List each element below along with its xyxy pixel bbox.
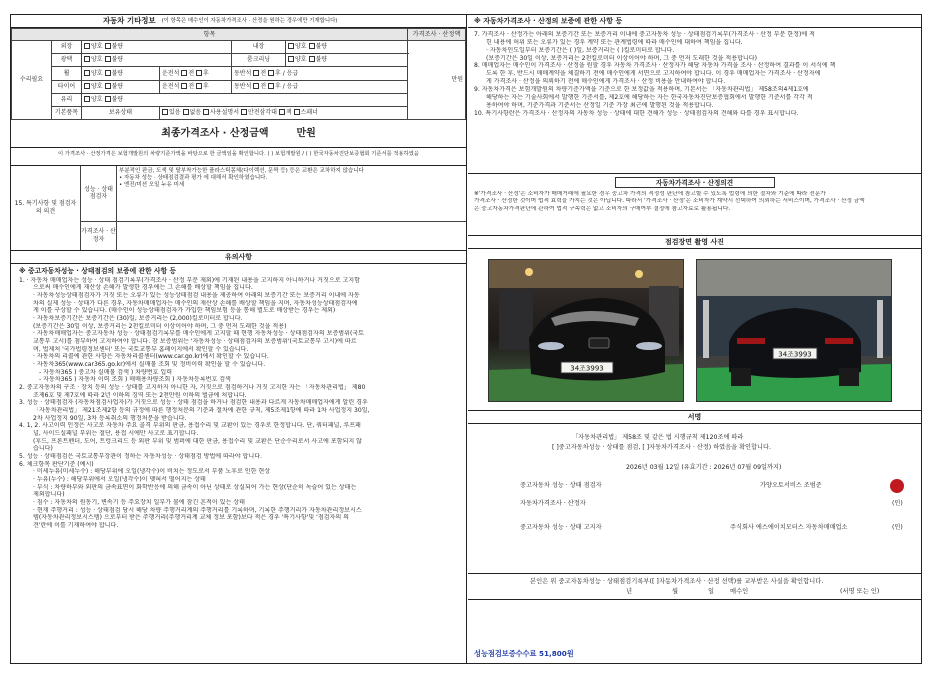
- note-line: 게 가격조사 · 산정을 의뢰하기 전에 매수인에게 가격조사 · 산정 비용을 안내하여야 합니다.: [486, 78, 726, 86]
- confirm-month[interactable]: 월: [672, 588, 679, 595]
- spec-text-inspector[interactable]: 부분적인 판금, 도색 및 탈부착가능한 플라스틱몸체(다이렉션, 문짝 등) 등은 교환은 교차하지 않습니다 • 자동차 성능 · 상태점검결과 평가 에 대해서 확인하였습니다. • 엔진/미션 오일 누유 미세: [119, 167, 364, 188]
- note-line: - 자동차365 ) 중고차 실매물 검색 ) 차량번호 입력: [39, 368, 173, 376]
- note-line: 6. 체크항목 판단기준 (예시): [19, 460, 94, 468]
- note-line: · 미세누유(미세누수) : 해당부위에 오일(냉각수)이 비치는 정도로서 부품 노후로 인한 현상: [33, 468, 271, 476]
- confirm-buyer: 매수인: [730, 588, 749, 595]
- col-item: 항목: [12, 29, 408, 41]
- right-header: ※ 자동차가격조사 · 산정의 보증에 관한 사항 등: [468, 15, 921, 28]
- row-wheel: 휠: [52, 67, 82, 80]
- seller-value: 주식회사 에스에이치모터스 자동차매매업소: [730, 524, 848, 531]
- note-line: 용하여야 하며, 기준가격과 기준서는 산정일 기준 가장 최근에 발행된 것을 적용합니다.: [486, 101, 714, 109]
- note-line: 3. 성능 · 상태점검자 (자동차점검사업자)가 거짓으로 성능 · 상태 점검을 하거나 점검한 내용과 다르게 자동차매매업자에게 알린 경우: [19, 399, 368, 407]
- final-price-title: 최종가격조사 · 산정금액: [161, 128, 269, 140]
- sign-title: 서명: [468, 411, 921, 424]
- note-line: 해당하는 자는 기술사회에서 발행한 기준서를, 제2호에 해당하는 자는 한국자동차진단보증협회에서 발행한 기준서를 각각 적: [486, 93, 813, 101]
- note-line: 게 이를 구상할 수 있습니다. (매수인이 성능상태점검자가 가입한 책임보험 등을 통해 별도로 배상받는 경우는 제외): [33, 307, 336, 315]
- inspection-form: [10, 14, 922, 664]
- note-line: · 부식 : 차량하부와 외판의 금속표면이 화학반응에 의해 금속이 아닌 상태로 상실되어 가는 현상(단순히 녹슬어 있는 상태는: [33, 483, 357, 491]
- caution-notes: [11, 264, 466, 530]
- note-line: · 현재 주행거리 : 성능 · 상태점검 당시 해당 차량 주행거리계의 주행거리를 기록하며, 기록한 주행거리가 자동차관리정보시스: [33, 506, 362, 514]
- note-line: 습니다): [33, 445, 53, 453]
- exterior-check[interactable]: 양호 불량: [82, 41, 232, 54]
- wheel-check[interactable]: 양호 불량: [82, 67, 160, 80]
- repair-price-unit: 만원: [408, 41, 466, 120]
- basic-items[interactable]: 있음 없음 사용설명서 안전삼각대 잭 스패너: [160, 106, 466, 119]
- interior-check[interactable]: 양호 불량: [286, 41, 408, 54]
- note-line: 힌 내용에 허위 또는 오류가 있는 경우 계약 또는 관계법령에 따라 매수인에 대하여 책임을 집니다.: [486, 38, 743, 46]
- photo-section: [468, 249, 921, 411]
- confirm-section: [468, 574, 921, 600]
- note-line: 10. 특기사항란은 가격조사 · 산정자의 자동차 성능 · 상태에 대한 견해가 성능 · 상태점검자의 견해와 다를 경우 표시합니다.: [474, 109, 799, 117]
- tire-passenger[interactable]: 동반석 전 후 / 응급: [232, 80, 408, 93]
- row-interior: 내장: [232, 41, 286, 54]
- right-notes: [468, 28, 921, 174]
- note-line: · 자동차365(www.car365.go.kr)에서 실매물 조회 및 정비이력 확인을 할 수 있습니다.: [33, 360, 266, 368]
- condition-note: (이 항목은 매수인이 자동차가격조사 · 산정을 원하는 경우에만 기재합니다): [161, 17, 338, 24]
- seller-label: 중고자동차 성능 · 상태 고지자: [520, 524, 602, 531]
- sign-date: 2026년 03월 12일 (유효기간 : 2026년 07월 09일까지): [626, 464, 782, 471]
- row-room-cleaning: 룸크리닝: [232, 54, 286, 67]
- note-line: 으로써 매수인에게 재산상 손해가 발생한 경우에는 그 손해를 배상할 책임을 집니다.: [33, 284, 253, 292]
- note-line: (보증기간은 30일 이상, 보증거리는 2천킬로미터 이상이어야 하며, 그 중 먼저 도래한 것을 적용): [33, 322, 287, 330]
- spec-text-appraiser[interactable]: [117, 222, 466, 250]
- sign-line2: [ ]중고자동차성능 · 상태를 점검, [ ]자동차가격조사 · 산정) 하였음을 확인합니다.: [552, 444, 771, 451]
- glass-check[interactable]: 양호 불량: [82, 93, 408, 106]
- note-line: · 침수 : 자동차의 원동기, 변속기 등 주요장치 일부가 물에 잠긴 흔적이 있는 상태: [33, 499, 245, 506]
- note-line: · 자동차인도일부터 보증기간은 ( )일, 보증거리는 ( )킬로미터로 합니다.: [486, 46, 675, 54]
- note-line: 8. 매매업자는 매수인이 가격조사 · 산정을 원할 경우 자동차 가격조사 · 산정자가 해당 자동차 가격을 조사 · 산정하여 결과를 이 서식에 책: [474, 62, 836, 70]
- note-line: 도록 한 후, 반드시 매매계약을 체결하기 전에 매수인에게 서면으로 고지하여야 합니다. 이 경우 매매업자는 가격조사 · 산정자에: [486, 70, 821, 78]
- row-exterior: 외장: [52, 41, 82, 54]
- note-line: ※ 중고자동차성능 · 상태점검의 보증에 관한 사항 등: [19, 266, 177, 275]
- photo-title: 점검장면 촬영 사진: [468, 236, 921, 249]
- note-line: · 자동차의 리콜에 관한 사항은 자동차리콜센터(www.car.go.kr)에서 확인할 수 있습니다.: [33, 353, 269, 361]
- note-line: 1. · 자동차 매매업자는 성능 · 상태 점검기록부(가격조사 · 산정 부분 제외)에 기재된 내용을 고지하지 아니하거나 거짓으로 고지함: [19, 276, 360, 284]
- tire-driver[interactable]: 운전석 전 후: [160, 80, 232, 93]
- note-line: 4. 1, 2. 사고이력 인정은 사고로 자동차 주요 골격 부위의 판금, 용접수리 및 교환이 있는 경우로 한정합니다. 단, 쿼터패널, 루프패: [19, 422, 361, 430]
- appraisal-opinion: [468, 174, 921, 236]
- confirm-sign[interactable]: (서명 또는 인): [840, 588, 880, 595]
- room-check[interactable]: 양호 불량: [286, 54, 408, 67]
- note-line: 제외합니다): [33, 491, 65, 499]
- confirm-line: 본인은 위 중고자동차성능 · 상태점검기록부([ ]자동차가격조사 · 산정 선택)를 교부받은 사실을 확인합니다.: [530, 578, 824, 585]
- note-line: 7. 가격조사 · 산정가는 아래의 보증기간 또는 보증거리 이내에 중고자동차 성능 · 상태점검기록부(가격조사 · 산정 부분 한정)에 적: [474, 31, 815, 38]
- appraiser-seal[interactable]: (인): [892, 500, 903, 507]
- tire-check[interactable]: 양호 불량: [82, 80, 160, 93]
- plate-front: 34조3993: [570, 364, 604, 373]
- caution-title: 유의사항: [11, 251, 466, 264]
- note-line: 차의 실제 성능 · 상태가 다른 경우, 자동차매매업자는 매수인의 재산상 손해를 배상할 책임을 지며, 자동차성능상태점검자에: [33, 299, 358, 307]
- note-line: · 자동차성능상태점검자가 거짓 또는 오류가 있는 성능상태점검 내용을 제공하여 아래의 보증기간 또는 보증거리 이내에 자동: [33, 291, 360, 299]
- spec-sub-appraiser: 가격조사 · 산정자: [81, 222, 117, 250]
- col-price: 가격조사 · 산정액: [408, 29, 466, 41]
- final-price-unit: 만원: [296, 128, 316, 140]
- condition-table: [11, 28, 466, 120]
- sign-line1: 「자동차관리법」 제58조 및 같은 법 시행규칙 제120조에 따라: [572, 434, 744, 441]
- plate-rear: 34조3993: [778, 350, 812, 359]
- confirm-day[interactable]: 일: [708, 588, 715, 595]
- basic-label: 기본품목: [52, 106, 82, 119]
- note-line: · 자동차매매업자는 중고자동차 성능 · 상태점검기록부를 매수인에게 고지할 때 현행 자동차성능 · 상태점검자의 보증범위(국토: [33, 330, 365, 338]
- row-glass: 유리: [52, 93, 82, 106]
- photo-front: [488, 259, 684, 402]
- final-note: 이 가격조사 · 산정가격은 보험개발원의 차량기준가액을 바탕으로 한 금액임을 확인합니다. ( ) 보험개발원 / ( ) 한국자동차진단보증협회 기준서를 적용하였음: [11, 148, 466, 166]
- repair-label: 수리필요: [12, 41, 52, 120]
- wheel-passenger[interactable]: 동반석 전 후 / 응급: [232, 67, 408, 80]
- note-line: 은 중고자동차가격판단에 관하여 법적 구속력은 없고 소비자의 구매여부 결정에 참고자료로 활용됩니다.: [474, 205, 731, 212]
- final-price: [11, 120, 466, 148]
- sign-section: [468, 424, 921, 574]
- fee-label: 성능점검보증수수료 51,800원: [474, 648, 574, 658]
- wheel-driver[interactable]: 운전석 전 후: [160, 67, 232, 80]
- note-line: (후드, 프론트펜더, 도어, 트렁크리드 등 외판 부위 및 범퍼에 대한 판금, 용접수리 및 교환은 단순수리로서 사고에 포함되지 않: [33, 437, 362, 445]
- note-line: 9. 자동차가격은 보험개발원의 차량기준가액을 기준으로 한 보정값을 적용하며, 기본서는 「자동차관리법」 제58조의4제1호에: [474, 86, 809, 94]
- special-notes-section: [11, 166, 466, 251]
- note-line: 가격조사 · 산정한 것이며 법적 효력을 가지는 것은 아닙니다. 따라서 '가격조사 · 산정'은 소비자가 계약시 선택하여 의뢰하는 서비스이며, 가격조사 · 산정 금액: [474, 198, 865, 205]
- inspector-value: 가양오토서비스 조범준: [760, 482, 822, 489]
- spec-row-inspector: [81, 166, 466, 222]
- inspector-seal: [890, 479, 904, 493]
- note-line: 견'란에 이를 기재하여야 합니다.: [33, 522, 119, 530]
- note-line: ※'가격조사 · 산정'은 소비자가 매매거래에 필요한 경우 중고차 가격의 적정성 판단에 참고할 수 있도록 법령에 의한 절차와 기준에 따라 전문가: [474, 191, 826, 197]
- row-tire: 타이어: [52, 80, 82, 93]
- note-line: · 누유(누수) : 해당부위에서 오일(냉각수)이 맺혀서 떨어지는 상태: [33, 475, 206, 483]
- confirm-year[interactable]: 년: [626, 588, 633, 595]
- row-gloss: 광택: [52, 54, 82, 67]
- note-line: 템(자동차관리정보시스템) 으로부터 받은 주행거리(주행거리계 교체 정보 포함)보다 적은 경우 '특기사항'및 '점검자의 의: [33, 514, 349, 522]
- note-line: 며, 법제처 '국가법령정보센터' 또는 국토교통부 홈페이지에서 확인할 수 있습니다.: [33, 345, 249, 353]
- note-line: 2차 사업정지 90일, 3차 등록취소의 행정처분을 받습니다.: [33, 414, 187, 422]
- spec-row-appraiser: [81, 222, 466, 250]
- appraisal-opinion-title: 자동차가격조사 · 산정의견: [615, 177, 775, 188]
- photo-rear: [696, 259, 892, 402]
- right-column: [468, 15, 921, 663]
- seller-seal[interactable]: (인): [892, 524, 903, 531]
- note-line: 5. 성능 · 상태점검은 국토교통부장관이 정하는 자동차성능 · 상태점검 방법에 따라야 합니다.: [19, 452, 262, 460]
- appraiser-label: 자동차가격조사 · 산정자: [520, 500, 586, 507]
- condition-title: 자동차 기타정보: [103, 16, 156, 26]
- spec-sub-inspector: 성능 · 상태 점검자: [81, 166, 117, 221]
- note-line: 조제6호 및 제7호에 따라 2년 이하의 징역 또는 2천만원 이하의 벌금에 처합니다.: [33, 391, 247, 399]
- note-line: (보증기간은 30일 이상, 보증거리는 2천킬로미터 이상이어야 하며, 그 중 먼저 도래한 것을 적용합니다): [486, 54, 757, 62]
- spec-label: 15. 특기사항 및 점검자의 의견: [11, 166, 81, 250]
- condition-header: [11, 15, 466, 28]
- note-line: 2. 중고자동차의 구조 · 장치 등의 성능 · 상태를 고지하지 아니한 자, 거짓으로 점검하거나 거짓 고지한 자는 「자동차관리법」 제80: [19, 383, 366, 391]
- note-line: 널, 사이드실패널 부위는 절단, 용접 시에만 사고로 표기합니다.: [33, 429, 199, 437]
- note-line: 「자동차관리법」 제21조제2항 등의 규정에 따른 행정처분의 기준과 절차에 관한 규칙, 제5조제1항에 따라 1차 사업정지 30일,: [33, 406, 370, 414]
- note-line: · 자동차보증기간은 보증기간은 (30)일, 보증거리는 (2,000)킬로미터로 합니다.: [33, 314, 243, 322]
- held-label: 보유상태: [82, 106, 160, 119]
- inspector-label: 중고자동차 성능 · 상태 점검자: [520, 482, 602, 489]
- gloss-check[interactable]: 양호 불량: [82, 54, 232, 67]
- note-line: 교통부 고시)를 첨부하여 고지하여야 합니다. 참 보증범위는 '자동차성능 · 상태점검자의 보증범위'(국토교통부 고시)에 따르: [33, 337, 357, 345]
- left-column: [11, 15, 467, 663]
- note-line: - 자동차365 ) 자동차 이력 조회 ) 매매용차량조회 ) 자동차등록번호 검색: [39, 376, 231, 384]
